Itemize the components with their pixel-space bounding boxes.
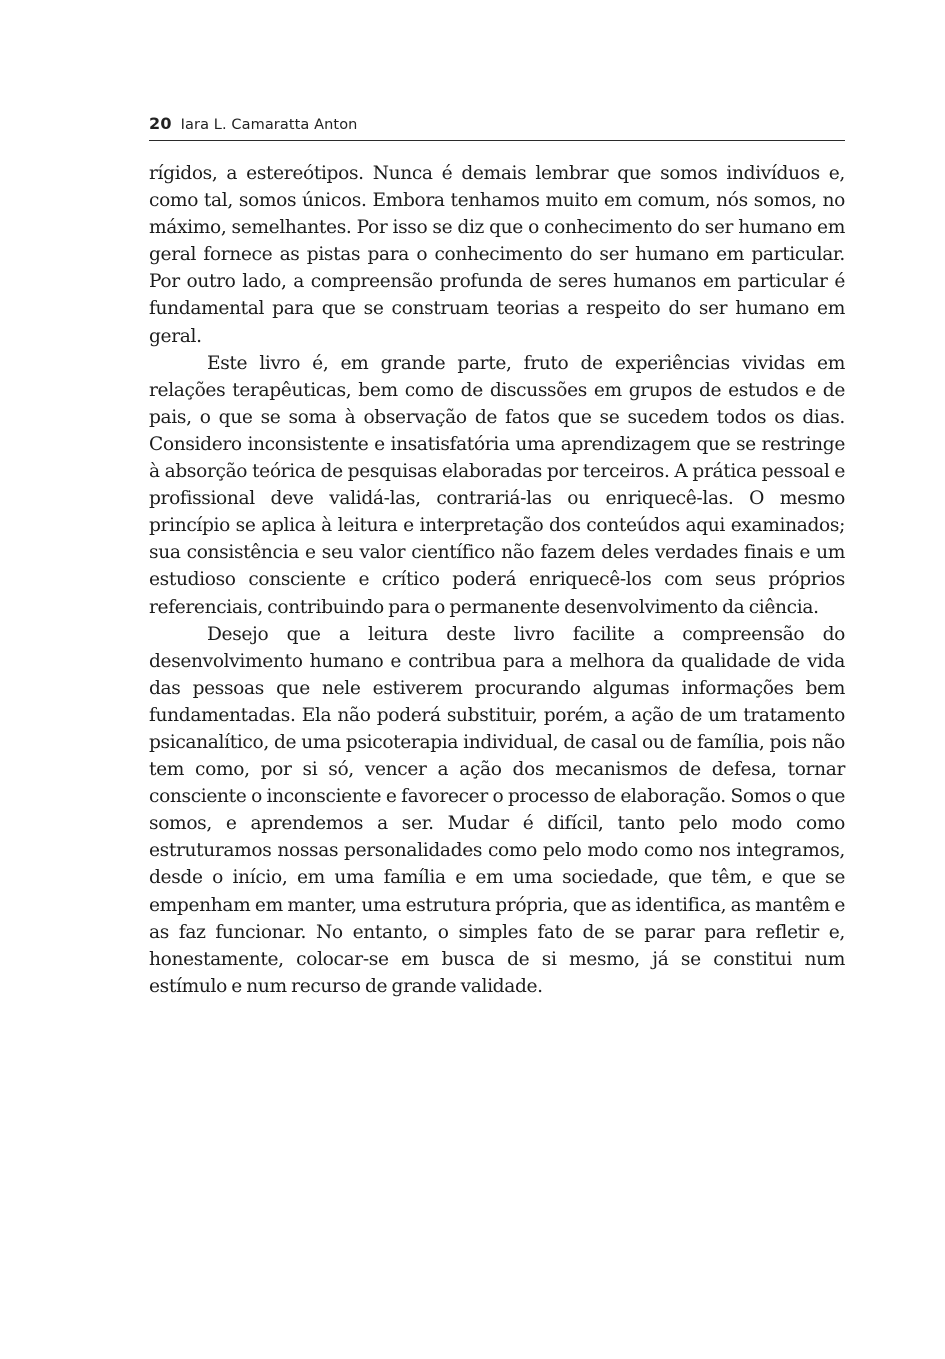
running-header-author: Iara L. Camaratta Anton	[180, 117, 358, 133]
running-header	[149, 114, 845, 141]
paragraph-2: Este livro é, em grande parte, fruto de experiências vividas em relações terapêuticas, bem como de discussões em grupos de estudos e de pais, o que se soma à observação de fatos que se sucedem todos os dias. Considero inconsistente e insatisfatória uma aprendizagem que se restringe à absorção teórica de pesquisas elaboradas por terceiros. A prática pessoal e profissional deve validá-las, contrariá-las ou enriquecê-las. O mesmo princípio se aplica à leitura e interpretação dos conteúdos aqui examinados; sua consistência e seu valor científico não fazem deles verdades finais e um estudioso consciente e crítico poderá enriquecê-los com seus próprios referenciais, contribuindo para o permanente desenvolvimento da ciência.	[149, 352, 845, 618]
body-text	[149, 160, 845, 1000]
paragraph-3: Desejo que a leitura deste livro facilite a compreensão do desenvolvimento humano e contribua para a melhora da qualidade de vida das pessoas que nele estiverem procurando algumas informações bem fundamentadas. Ela não poderá substituir, porém, a ação de um tratamento psicanalítico, de uma psicoterapia individual, de casal ou de família, pois não tem como, por si só, vencer a ação dos mecanismos de defesa, tornar consciente o inconsciente e favorecer o processo de elaboração. Somos o que somos, e aprendemos a ser. Mudar é difícil, tanto pelo modo como estruturamos nossas personalidades como pelo modo como nos integramos, desde o início, em uma família e em uma sociedade, que têm, e que se empenham em manter, uma estrutura própria, que as identifica, as mantêm e as faz funcionar. No entanto, o simples fato de se parar para refletir e, honestamente, colocar-se em busca de si mesmo, já se constitui num estímulo e num recurso de grande validade.	[149, 623, 845, 997]
paragraph-1: rígidos, a estereótipos. Nunca é demais lembrar que somos indivíduos e, como tal, somos únicos. Embora tenhamos muito em comum, nós somos, no máximo, semelhantes. Por isso se diz que o conhecimento do ser humano em geral fornece as pistas para o conhecimento do ser humano em particular. Por outro lado, a compreensão profunda de seres humanos em particular é fundamental para que se construam teorias a respeito do ser humano em geral.	[149, 163, 845, 347]
page-number: 20	[149, 114, 172, 133]
